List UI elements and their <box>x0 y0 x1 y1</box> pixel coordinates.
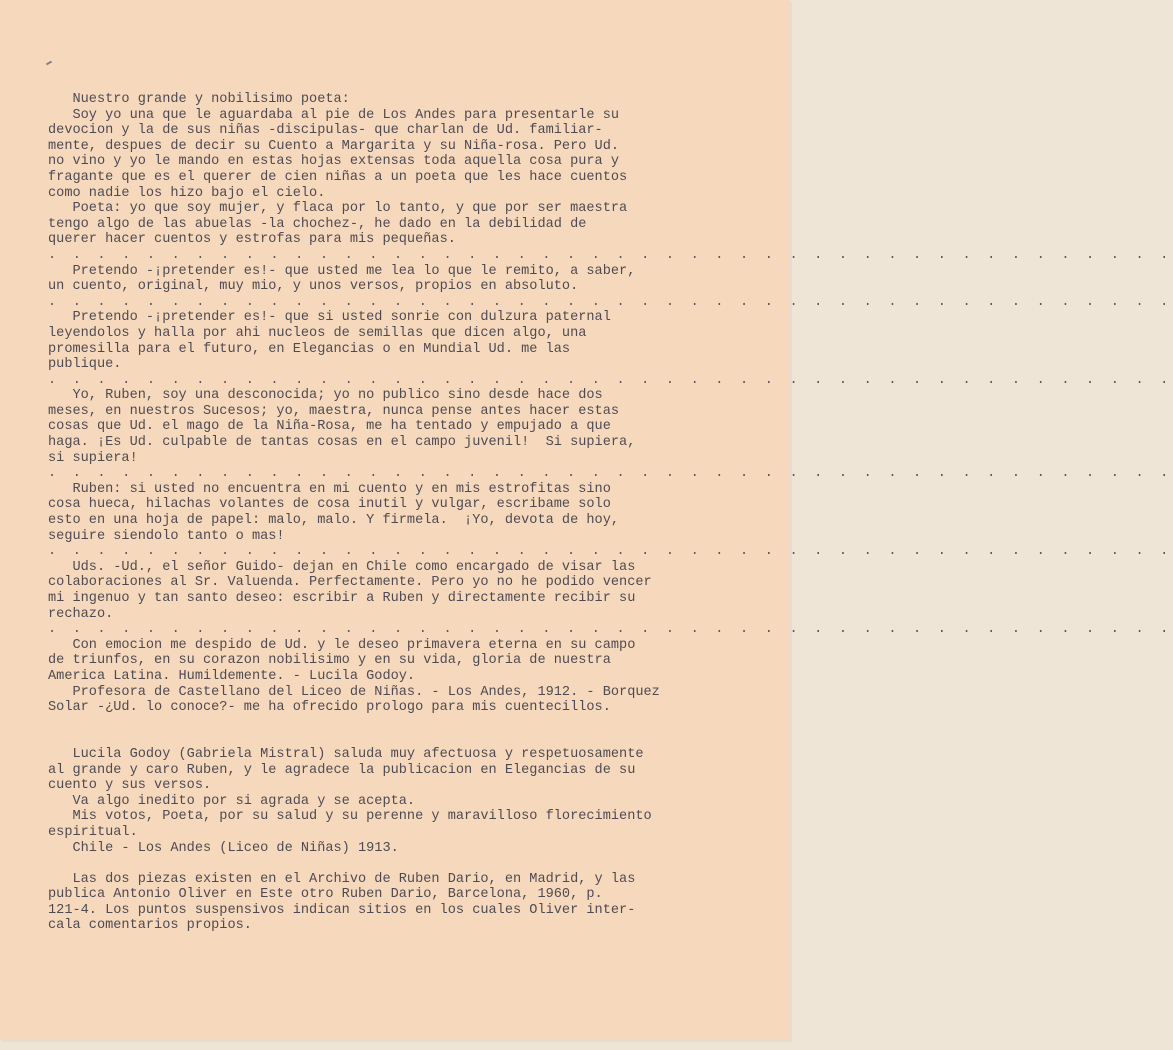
text-line: cosas que Ud. el mago de la Niña-Rosa, me ha tentado y empujado a que <box>48 419 611 435</box>
letter-body <box>48 92 1173 934</box>
text-line: un cuento, original, muy mio, y unos versos, propios en absoluto. <box>48 279 579 295</box>
text-line: rechazo. <box>48 606 114 622</box>
ellipsis-separator: . . . . . . . . . . . . . . . . . . . . . . . . . . . . . . . . . . . . . . . . . . . . . . <box>48 247 1173 263</box>
text-line: Va algo inedito por si agrada y se acepta. <box>48 793 416 809</box>
ellipsis-separator: . . . . . . . . . . . . . . . . . . . . . . . . . . . . . . . . . . . . . . . . . . . . . . <box>48 466 1173 482</box>
pencil-mark <box>46 61 52 66</box>
text-line: cala comentarios propios. <box>48 918 252 934</box>
text-line: como nadie los hizo bajo el cielo. <box>48 185 326 201</box>
blank-line <box>48 856 768 872</box>
text-line: publique. <box>48 357 122 373</box>
text-line: seguire siendolo tanto o mas! <box>48 528 285 544</box>
blank-line <box>48 731 768 747</box>
text-line: devocion y la de sus niñas -discipulas- que charlan de Ud. familiar- <box>48 123 603 139</box>
text-line: mente, despues de decir su Cuento a Margarita y su Niña-rosa. Pero Ud. <box>48 138 620 154</box>
text-line: Uds. -Ud., el señor Guido- dejan en Chile como encargado de visar las <box>48 559 636 575</box>
text-line: Yo, Ruben, soy una desconocida; yo no publico sino desde hace dos <box>48 388 603 404</box>
text-line: Nuestro grande y nobilisimo poeta: <box>48 92 350 107</box>
text-line: de triunfos, en su corazon nobilisimo y en su vida, gloria de nuestra <box>48 653 611 669</box>
blank-line <box>48 716 768 732</box>
ellipsis-separator: . . . . . . . . . . . . . . . . . . . . . . . . . . . . . . . . . . . . . . . . . . . . . . <box>48 294 1173 310</box>
text-line: Soy yo una que le aguardaba al pie de Los Andes para presentarle su <box>48 107 620 123</box>
text-line: leyendolos y halla por ahi nucleos de semillas que dicen algo, una <box>48 325 587 341</box>
text-line: Lucila Godoy (Gabriela Mistral) saluda muy afectuosa y respetuosamente <box>48 746 644 762</box>
text-line: Pretendo -¡pretender es!- que si usted sonrie con dulzura paternal <box>48 310 611 326</box>
text-line: fragante que es el querer de cien niñas a un poeta que les hace cuentos <box>48 169 628 185</box>
text-line: Mis votos, Poeta, por su salud y su perenne y maravilloso florecimiento <box>48 809 652 825</box>
text-line: Solar -¿Ud. lo conoce?- me ha ofrecido prologo para mis cuentecillos. <box>48 700 611 716</box>
text-line: Ruben: si usted no encuentra en mi cuento y en mis estrofitas sino <box>48 481 611 497</box>
text-line: esto en una hoja de papel: malo, malo. Y firmela. ¡Yo, devota de hoy, <box>48 513 620 529</box>
text-line: querer hacer cuentos y estrofas para mis pequeñas. <box>48 232 456 248</box>
text-line: promesilla para el futuro, en Elegancias o en Mundial Ud. me las <box>48 341 571 357</box>
text-line: si supiera! <box>48 450 138 466</box>
text-line: meses, en nuestros Sucesos; yo, maestra, nunca pense antes hacer estas <box>48 403 620 419</box>
text-line: Chile - Los Andes (Liceo de Niñas) 1913. <box>48 840 399 856</box>
ellipsis-separator: . . . . . . . . . . . . . . . . . . . . . . . . . . . . . . . . . . . . . . . . . . . . . . <box>48 622 1173 638</box>
text-line: 121-4. Los puntos suspensivos indican sitios en los cuales Oliver inter- <box>48 902 636 918</box>
text-line: cosa hueca, hilachas volantes de cosa inutil y vulgar, escribame solo <box>48 497 611 513</box>
text-line: cuento y sus versos. <box>48 778 212 794</box>
ellipsis-separator: . . . . . . . . . . . . . . . . . . . . . . . . . . . . . . . . . . . . . . . . . . . . . . <box>48 372 1173 388</box>
text-line: Poeta: yo que soy mujer, y flaca por lo tanto, y que por ser maestra <box>48 201 628 217</box>
text-line: haga. ¡Es Ud. culpable de tantas cosas en el campo juvenil! Si supiera, <box>48 435 636 451</box>
text-line: Pretendo -¡pretender es!- que usted me lea lo que le remito, a saber, <box>48 263 636 279</box>
ellipsis-separator: . . . . . . . . . . . . . . . . . . . . . . . . . . . . . . . . . . . . . . . . . . . . . . <box>48 544 1173 560</box>
text-line: espiritual. <box>48 824 138 840</box>
text-line: tengo algo de las abuelas -la chochez-, he dado en la debilidad de <box>48 216 587 232</box>
text-line: no vino y yo le mando en estas hojas extensas toda aquella cosa pura y <box>48 154 620 170</box>
text-line: al grande y caro Ruben, y le agradece la publicacion en Elegancias de su <box>48 762 636 778</box>
text-line: mi ingenuo y tan santo deseo: escribir a Ruben y directamente recibir su <box>48 591 636 606</box>
text-line: America Latina. Humildemente. - Lucila Godoy. <box>48 668 416 684</box>
text-line: publica Antonio Oliver en Este otro Ruben Dario, Barcelona, 1960, p. <box>48 887 603 903</box>
text-line: Las dos piezas existen en el Archivo de Ruben Dario, en Madrid, y las <box>48 871 636 887</box>
text-line: colaboraciones al Sr. Valuenda. Perfectamente. Pero yo no he podido vencer <box>48 575 652 591</box>
text-line: Con emocion me despido de Ud. y le deseo primavera eterna en su campo <box>48 637 636 653</box>
text-line: Profesora de Castellano del Liceo de Niñas. - Los Andes, 1912. - Borquez <box>48 684 660 700</box>
